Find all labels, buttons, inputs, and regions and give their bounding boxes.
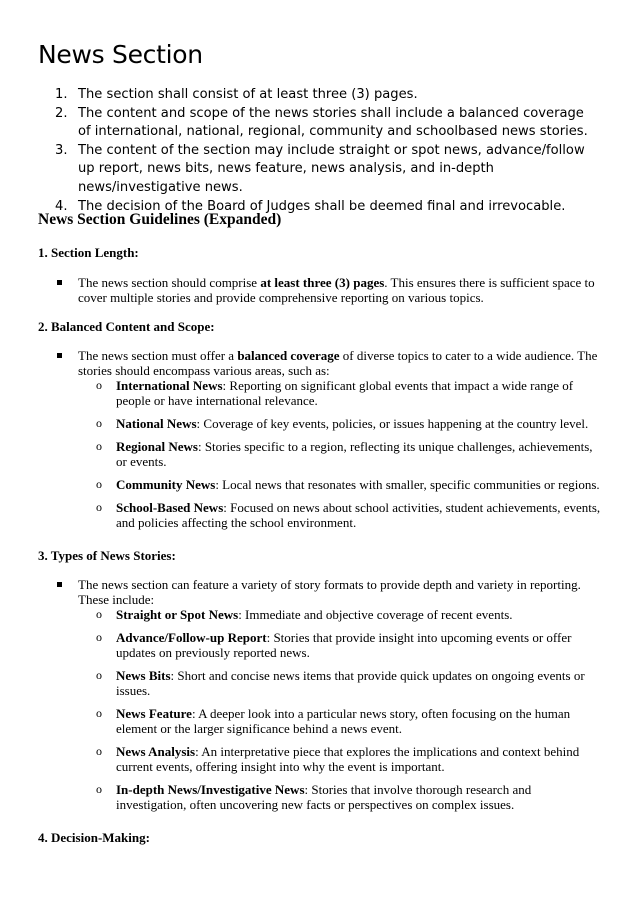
list-item xyxy=(38,500,602,530)
item-term: School-Based News xyxy=(116,500,224,515)
item-term: News Feature xyxy=(116,706,192,721)
item-term: News Bits xyxy=(116,668,171,683)
bullet-paragraph xyxy=(38,275,602,305)
bullet-text: The news section should comprise xyxy=(78,275,261,290)
rule-text: The section shall consist of at least three (3) pages. xyxy=(78,87,418,102)
bullet-bold-text: balanced coverage xyxy=(237,348,340,363)
section-heading: 1. Section Length: xyxy=(38,245,139,260)
list-item xyxy=(38,782,602,812)
list-item xyxy=(38,439,602,469)
ring-bullet-icon: o xyxy=(96,706,102,720)
list-item xyxy=(38,706,602,736)
sub-list xyxy=(38,378,602,530)
bullet-bold-text: at least three (3) pages xyxy=(260,275,385,290)
ring-bullet-icon: o xyxy=(96,668,102,682)
rule-item xyxy=(38,142,598,198)
rule-text: The content and scope of the news stories shall include a balanced coverage of international, national, regional, community and schoolbased news stories. xyxy=(78,105,588,140)
bullet-paragraph xyxy=(38,348,602,378)
ring-bullet-icon: o xyxy=(96,607,102,621)
item-desc: : Stories that provide insight into upcoming events or offer updates on previously reported news. xyxy=(116,630,572,660)
ring-bullet-icon: o xyxy=(96,782,102,796)
bullet-text: The news section can feature a variety of story formats to provide depth and variety in reporting. These include: xyxy=(78,577,581,607)
ring-bullet-icon: o xyxy=(96,477,102,491)
ring-bullet-icon: o xyxy=(96,378,102,392)
item-term: In-depth News/Investigative News xyxy=(116,782,305,797)
item-desc: : Stories that involve thorough research and investigation, often uncovering new facts or perspectives on complex issues. xyxy=(116,782,532,812)
list-item xyxy=(38,744,602,774)
section-heading: 4. Decision-Making: xyxy=(38,830,150,845)
item-desc: : Focused on news about school activities, student achievements, events, and policies affecting the school environment. xyxy=(116,500,601,530)
rule-item xyxy=(38,105,598,142)
ring-bullet-icon: o xyxy=(96,416,102,430)
list-item xyxy=(38,378,602,408)
section-heading: 2. Balanced Content and Scope: xyxy=(38,319,215,334)
item-desc: : Short and concise news items that provide quick updates on ongoing events or issues. xyxy=(116,668,585,698)
item-desc: : An interpretative piece that explores the implications and context behind current events, offering insight into why the event is important. xyxy=(116,744,580,774)
ring-bullet-icon: o xyxy=(96,630,102,644)
item-term: Regional News xyxy=(116,439,198,454)
section-2-body xyxy=(38,348,602,530)
section-3-body xyxy=(38,577,602,812)
bullet-text: The news section must offer a xyxy=(78,348,238,363)
ring-bullet-icon: o xyxy=(96,439,102,453)
rule-number: 3. xyxy=(55,142,68,158)
square-bullet-icon xyxy=(57,280,62,285)
item-term: Straight or Spot News xyxy=(116,607,239,622)
bullet-paragraph xyxy=(38,577,602,607)
square-bullet-icon xyxy=(57,582,62,587)
rule-text: The decision of the Board of Judges shall be deemed final and irrevocable. xyxy=(78,198,566,214)
item-desc: : Immediate and objective coverage of recent events. xyxy=(238,607,513,622)
rule-number: 1. xyxy=(55,87,68,102)
rule-number: 4. xyxy=(55,198,68,214)
ring-bullet-icon: o xyxy=(96,500,102,514)
item-desc: : Stories specific to a region, reflecting its unique challenges, achievements, or events. xyxy=(116,439,593,469)
item-term: National News xyxy=(116,416,197,431)
rule-number: 2. xyxy=(55,105,68,121)
item-term: News Analysis xyxy=(116,744,196,759)
rule-item xyxy=(38,86,598,105)
section-1-body xyxy=(38,275,602,305)
rule-text: The content of the section may include straight or spot news, advance/follow up report, news bits, news feature, news analysis, and in-depth news/investigative news. xyxy=(78,142,585,195)
section-heading: 3. Types of News Stories: xyxy=(38,548,176,563)
item-desc: : Coverage of key events, policies, or issues happening at the country level. xyxy=(196,416,589,431)
list-item xyxy=(38,416,602,431)
bullet-text: of diverse topics to cater to a wide audience. The stories should encompass various areas, such as: xyxy=(78,348,598,378)
item-desc: : Local news that resonates with smaller, specific communities or regions. xyxy=(215,477,600,492)
square-bullet-icon xyxy=(57,353,62,358)
item-desc: : A deeper look into a particular news story, often focusing on the human element or the larger significance behind a news event. xyxy=(116,706,571,736)
list-item xyxy=(38,477,602,492)
sub-list xyxy=(38,607,602,812)
bullet-text: . This ensures there is sufficient space to cover multiple stories and provide comprehensive reporting on various topics. xyxy=(78,275,595,305)
page-title: News Section xyxy=(38,40,203,69)
guidelines-title: News Section Guidelines (Expanded) xyxy=(38,211,282,228)
item-term: International News xyxy=(116,378,223,393)
rules-list xyxy=(38,86,598,216)
item-term: Community News xyxy=(116,477,216,492)
item-desc: : Reporting on significant global events that impact a wide range of people or have international relevance. xyxy=(116,378,574,408)
list-item xyxy=(38,630,602,660)
list-item xyxy=(38,668,602,698)
item-term: Advance/Follow-up Report xyxy=(116,630,267,645)
ring-bullet-icon: o xyxy=(96,744,102,758)
list-item xyxy=(38,607,602,622)
